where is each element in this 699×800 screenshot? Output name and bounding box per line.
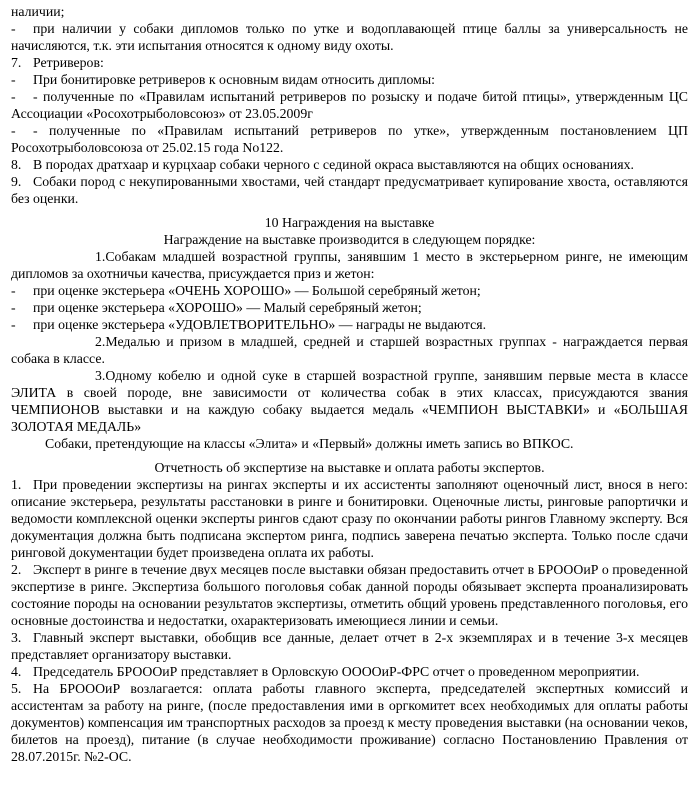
general-rule-item [11,20,688,54]
paragraph-text: Ретриверов: [33,55,104,70]
list-marker: 8. [11,157,22,172]
reporting-item [11,663,688,680]
paragraph-text: При бонитировке ретриверов к основным видам относить дипломы: [33,72,436,87]
list-marker: 3. [11,630,22,645]
list-marker: 3. [95,368,106,383]
awards-item [11,333,688,367]
section-heading-awards [11,214,688,231]
list-marker: - [11,283,16,298]
paragraph-text: при наличии у собаки дипломов только по утке и водоплавающей птице баллы за универсальность не начисляются, т.к. эти испытания относятся к одному виду охоты. [11,21,688,53]
awards-badge-item [11,316,688,333]
list-marker: 7. [11,55,22,70]
paragraph-text: Собакам младшей возрастной группы, занявшим 1 место в экстерьерном ринге, не имеющим дипломов за охотничьи качества, присуждается приз и жетон: [11,249,688,281]
paragraph-text: при оценке экстерьера «ХОРОШО» — Малый серебряный жетон; [33,300,422,315]
paragraph-text: В породах дратхаар и курцхаар собаки черного с сединой окраса выставляются на общих основаниях. [33,157,634,172]
awards-item [11,367,688,435]
list-marker: 1. [11,477,22,492]
paragraph-text: Собаки пород с некупированными хвостами, чей стандарт предусматривает купирование хвоста, оставляются без оценки. [11,174,688,206]
reporting-item [11,561,688,629]
general-rule-item [11,54,688,71]
awards-badge-item [11,282,688,299]
list-marker: - [11,72,16,87]
general-rule-item [11,173,688,207]
list-marker: 9. [11,174,22,189]
reporting-item [11,476,688,561]
general-rule-item [11,122,688,156]
heading-text: 10 Награждения на выставке [264,215,435,230]
awards-badge-item [11,299,688,316]
paragraph-text: при оценке экстерьера «УДОВЛЕТВОРИТЕЛЬНО» — награды не выдаются. [33,317,487,332]
paragraph-text: Медалью и призом в младшей, средней и старшей возрастных группах - награждается первая собака в классе. [11,334,688,366]
paragraph-text: Эксперт в ринге в течение двух месяцев после выставки обязан предоставить отчет в БРОООиР о проведенной экспертизе в ринге. Экспертиза большого поголовья собак данной породы обязывает эксперта проанализировать состояние породы на основании результатов экспертизы, отметить общий уровень представленного поголовья, его основные достоинства и недостатки, охарактеризовать имеющиеся линии и семьи. [11,562,688,628]
list-marker: 1. [95,249,106,264]
paragraph-text: Председатель БРОООиР представляет в Орловскую ООООиР-ФРС отчет о проведенном мероприятии. [33,664,640,679]
list-marker: - [11,317,16,332]
paragraph-text: Одному кобелю и одной суке в старшей возрастной группе, занявшим первые места в классе ЭЛИТА в своей породе, вне зависимости от количества собак в этих классах, присуждаются звания ЧЕМПИОНОВ выставки и на каждую собаку выдается медаль «ЧЕМПИОН ВЫСТАВКИ» и «БОЛЬШАЯ ЗОЛОТАЯ МЕДАЛЬ» [11,368,688,434]
paragraph-text: - полученные по «Правилам испытаний ретриверов по розыску и подаче битой птицы», утвержденным ЦС Ассоциации «Росохотрыболовсоюз» от 23.05.2009г [11,89,688,121]
awards-note [11,435,688,452]
general-rule-item [11,88,688,122]
list-marker: 5. [11,681,22,696]
section-heading-reporting [11,459,688,476]
awards-intro [11,231,688,248]
paragraph-text: Награждение на выставке производится в следующем порядке: [163,232,536,247]
paragraph-text: наличии; [11,4,65,19]
general-rule-item [11,156,688,173]
paragraph-text: Собаки, претендующие на классы «Элита» и «Первый» должны иметь запись во ВПКОС. [45,436,574,451]
paragraph-text: Главный эксперт выставки, обобщив все данные, делает отчет в 2-х экземплярах и в течение 3-х месяцев представляет организатору выставки. [11,630,688,662]
paragraph-fragment [11,3,688,20]
general-rule-item [11,71,688,88]
paragraph-text: При проведении экспертизы на рингах эксперты и их ассистенты заполняют оценочный лист, внося в него: описание экстерьера, результаты расстановки в ринге и бонитировки. Оценочные листы, ринговые рапортички и ведомости комплексной оценки эксперты рингов сдают сразу по окончании работы рингов Главному эксперту. Вся документация должна быть подписана экспертом ринга, подпись заверена печатью эксперта. Только после сдачи ринговой документации будет произведена оплата их работы. [11,477,688,560]
list-marker: - [11,300,16,315]
reporting-item [11,680,688,765]
list-marker: 4. [11,664,22,679]
reporting-item [11,629,688,663]
list-marker: 2. [11,562,22,577]
paragraph-text: На БРОООиР возлагается: оплата работы главного эксперта, председателей экспертных комиссий и ассистентам за работу на ринге, (после предоставления ими в оргкомитет всех необходимых для оплаты работы документов) компенсация им транспортных расходов за проезд к месту проведения выставки (на основании чеков, билетов на проезд), питание (в случае необходимости проживание) согласно Постановлению Правления от 28.07.2015г. №2-ОС. [11,681,688,764]
list-marker: - [11,123,16,138]
paragraph-text: - полученные по «Правилам испытаний ретриверов по утке», утвержденным постановлением ЦП Росохотрыболовсоюза от 25.02.15 года No122. [11,123,688,155]
list-marker: - [11,21,16,36]
heading-text: Отчетность об экспертизе на выставке и оплата работы экспертов. [154,460,545,475]
list-marker: 2. [95,334,106,349]
list-marker: - [11,89,16,104]
paragraph-text: при оценке экстерьера «ОЧЕНЬ ХОРОШО» — Большой серебряный жетон; [33,283,481,298]
awards-item [11,248,688,282]
